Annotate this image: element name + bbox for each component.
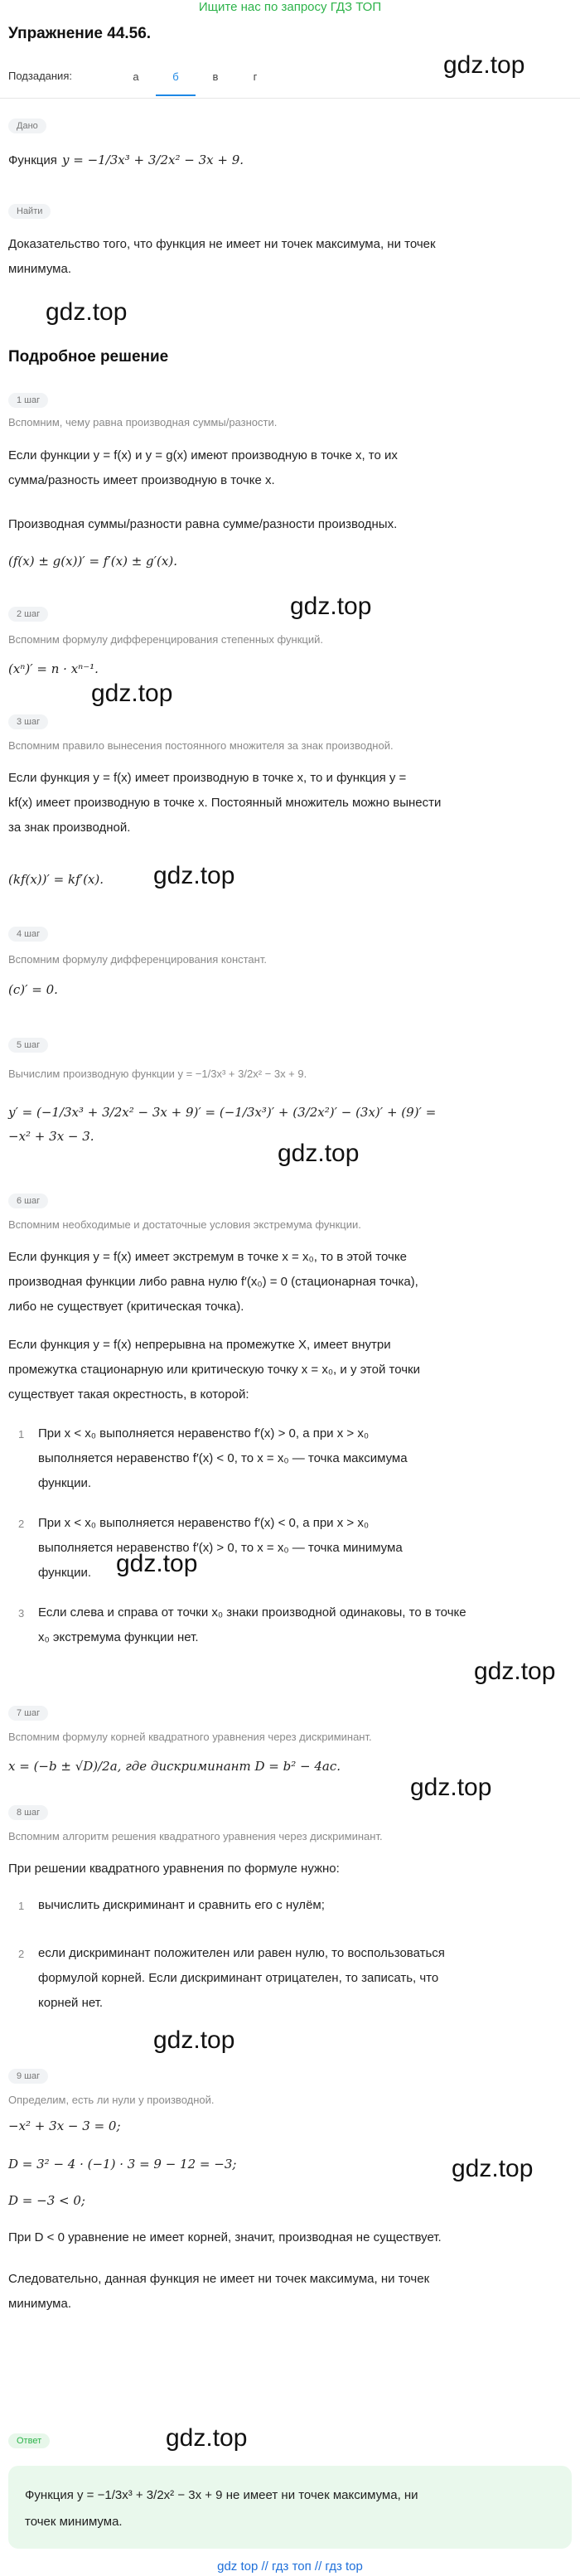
watermark: gdz.top — [116, 1550, 198, 1577]
step-6-note: Вспомним необходимые и достаточные условия экстремума функции. — [8, 1218, 361, 1231]
step-6-text: промежутка стационарную или критическую точку x = x₀, и у этой точки — [8, 1363, 420, 1377]
list-item: функции. — [38, 1566, 92, 1580]
list-item: корней нет. — [38, 1996, 104, 2010]
step-6-badge: 6 шаг — [8, 1194, 48, 1208]
step-6-text: либо не существует (критическая точка). — [8, 1300, 244, 1314]
list-item: функции. — [38, 1476, 92, 1490]
step-9-formula: D = −3 < 0; — [8, 2193, 85, 2208]
step-1-badge: 1 шаг — [8, 393, 48, 408]
given-prefix: Функция — [8, 153, 57, 167]
list-item-number: 1 — [18, 1900, 25, 1912]
step-3-formula: (kf(x))′ = kf′(x). — [8, 872, 104, 887]
step-3-badge: 3 шаг — [8, 714, 48, 729]
list-item-number: 1 — [18, 1428, 25, 1441]
tab-g[interactable]: г — [253, 70, 258, 83]
tabs-divider — [0, 98, 580, 99]
list-item: x₀ экстремума функции нет. — [38, 1630, 199, 1644]
answer-text — [25, 2482, 555, 2535]
watermark: gdz.top — [166, 2424, 248, 2452]
step-8-badge: 8 шаг — [8, 1805, 48, 1820]
given-badge: Дано — [8, 119, 46, 133]
tab-a[interactable]: а — [133, 70, 139, 83]
watermark: gdz.top — [410, 1774, 492, 1801]
step-1-note: Вспомним, чему равна производная суммы/разности. — [8, 416, 278, 429]
watermark: gdz.top — [153, 862, 235, 889]
find-line-2: минимума. — [8, 262, 71, 276]
watermark: gdz.top — [290, 593, 372, 620]
step-4-formula: (c)′ = 0. — [8, 982, 58, 997]
watermark: gdz.top — [443, 51, 525, 79]
list-item: Если слева и справа от точки x₀ знаки производной одинаковы, то в точке — [38, 1605, 466, 1620]
given-formula: y = −1/3x³ + 3/2x² − 3x + 9. — [62, 153, 244, 167]
step-1-formula: (f(x) ± g(x))′ = f′(x) ± g′(x). — [8, 554, 177, 569]
step-3-text: за знак производной. — [8, 821, 131, 835]
list-item: При x < x₀ выполняется неравенство f′(x) < 0, а при x > x₀ — [38, 1516, 370, 1530]
step-2-badge: 2 шаг — [8, 607, 48, 622]
step-9-text: минимума. — [8, 2297, 71, 2311]
list-item-number: 2 — [18, 1948, 25, 1960]
step-5-formula: y′ = (−1/3x³ + 3/2x² − 3x + 9)′ = (−1/3x³)′ + (3/2x²)′ − (3x)′ + (9)′ = — [8, 1105, 437, 1120]
step-3-note: Вспомним правило вынесения постоянного множителя за знак производной. — [8, 739, 394, 752]
watermark: gdz.top — [452, 2155, 534, 2182]
watermark: gdz.top — [153, 2026, 235, 2054]
step-9-text: Следовательно, данная функция не имеет ни точек максимума, ни точек — [8, 2272, 430, 2286]
step-7-note: Вспомним формулу корней квадратного уравнения через дискриминант. — [8, 1731, 372, 1743]
step-6-text: существует такая окрестность, в которой: — [8, 1387, 249, 1402]
step-7-formula: x = (−b ± √D)/2a, где дискриминант D = b² − 4ac. — [8, 1759, 341, 1774]
step-9-formula: D = 3² − 4 · (−1) · 3 = 9 − 12 = −3; — [8, 2157, 237, 2172]
list-item-number: 2 — [18, 1518, 25, 1530]
tab-v[interactable]: в — [212, 70, 219, 83]
step-1-text: Производная суммы/разности равна сумме/разности производных. — [8, 517, 398, 531]
step-3-text: kf(x) имеет производную в точке x. Постоянный множитель можно вынести — [8, 796, 442, 810]
step-9-text: При D < 0 уравнение не имеет корней, значит, производная не существует. — [8, 2230, 442, 2244]
step-6-text: Если функция y = f(x) имеет экстремум в точке x = x₀, то в этой точке — [8, 1250, 407, 1264]
step-9-note: Определим, есть ли нули у производной. — [8, 2094, 215, 2106]
watermark: gdz.top — [46, 298, 128, 326]
step-4-badge: 4 шаг — [8, 927, 48, 942]
answer-line-1: Функция y = −1/3x³ + 3/2x² − 3x + 9 не имеет ни точек максимума, ни — [25, 2488, 418, 2502]
footer-links[interactable]: gdz top // гдз топ // гдз top — [217, 2559, 363, 2574]
tab-b[interactable]: б — [156, 65, 196, 96]
step-2-note: Вспомним формулу дифференцирования степенных функций. — [8, 633, 323, 646]
step-1-text: Если функции y = f(x) и y = g(x) имеют производную в точке x, то их — [8, 448, 398, 462]
search-hint-link[interactable]: Ищите нас по запросу ГДЗ ТОП — [198, 0, 382, 14]
step-7-badge: 7 шаг — [8, 1706, 48, 1721]
answer-badge: Ответ — [8, 2433, 50, 2448]
step-8-text: При решении квадратного уравнения по формуле нужно: — [8, 1862, 340, 1876]
list-item: формулой корней. Если дискриминант отрицателен, то записать, что — [38, 1971, 439, 1985]
list-item: если дискриминант положителен или равен нулю, то воспользоваться — [38, 1946, 445, 1960]
step-9-badge: 9 шаг — [8, 2069, 48, 2084]
list-item: выполняется неравенство f′(x) > 0, то x = x₀ — точка минимума — [38, 1541, 403, 1555]
solution-title: Подробное решение — [8, 348, 169, 366]
step-5-formula: −x² + 3x − 3. — [8, 1129, 94, 1144]
watermark: gdz.top — [278, 1140, 360, 1167]
step-4-note: Вспомним формулу дифференцирования констант. — [8, 953, 267, 966]
step-1-text: сумма/разность имеет производную в точке x. — [8, 473, 275, 487]
step-2-formula: (xⁿ)′ = n · xⁿ⁻¹. — [8, 661, 99, 676]
watermark: gdz.top — [474, 1658, 556, 1685]
given-text — [8, 148, 242, 173]
find-line-1: Доказательство того, что функция не имеет ни точек максимума, ни точек — [8, 237, 436, 251]
list-item-number: 3 — [18, 1607, 25, 1620]
list-item: выполняется неравенство f′(x) < 0, то x = x₀ — точка максимума — [38, 1451, 408, 1465]
list-item: При x < x₀ выполняется неравенство f′(x) > 0, а при x > x₀ — [38, 1426, 370, 1441]
page-title: Упражнение 44.56. — [8, 25, 152, 42]
answer-line-2: точек минимума. — [25, 2515, 123, 2529]
list-item: вычислить дискриминант и сравнить его с нулём; — [38, 1898, 325, 1912]
step-6-text: Если функция y = f(x) непрерывна на промежутке X, имеет внутри — [8, 1338, 391, 1352]
subtasks-label: Подзадания: — [8, 70, 72, 82]
step-9-formula: −x² + 3x − 3 = 0; — [8, 2118, 121, 2133]
step-3-text: Если функция y = f(x) имеет производную в точке x, то и функция y = — [8, 771, 407, 785]
step-6-text: производная функции либо равна нулю f′(x₀) = 0 (стационарная точка), — [8, 1275, 418, 1289]
watermark: gdz.top — [91, 680, 173, 707]
subtask-tabs — [116, 65, 275, 96]
step-5-note: Вычислим производную функции y = −1/3x³ + 3/2x² − 3x + 9. — [8, 1068, 307, 1080]
step-8-note: Вспомним алгоритм решения квадратного уравнения через дискриминант. — [8, 1830, 383, 1842]
step-5-badge: 5 шаг — [8, 1038, 48, 1053]
find-badge: Найти — [8, 204, 51, 219]
